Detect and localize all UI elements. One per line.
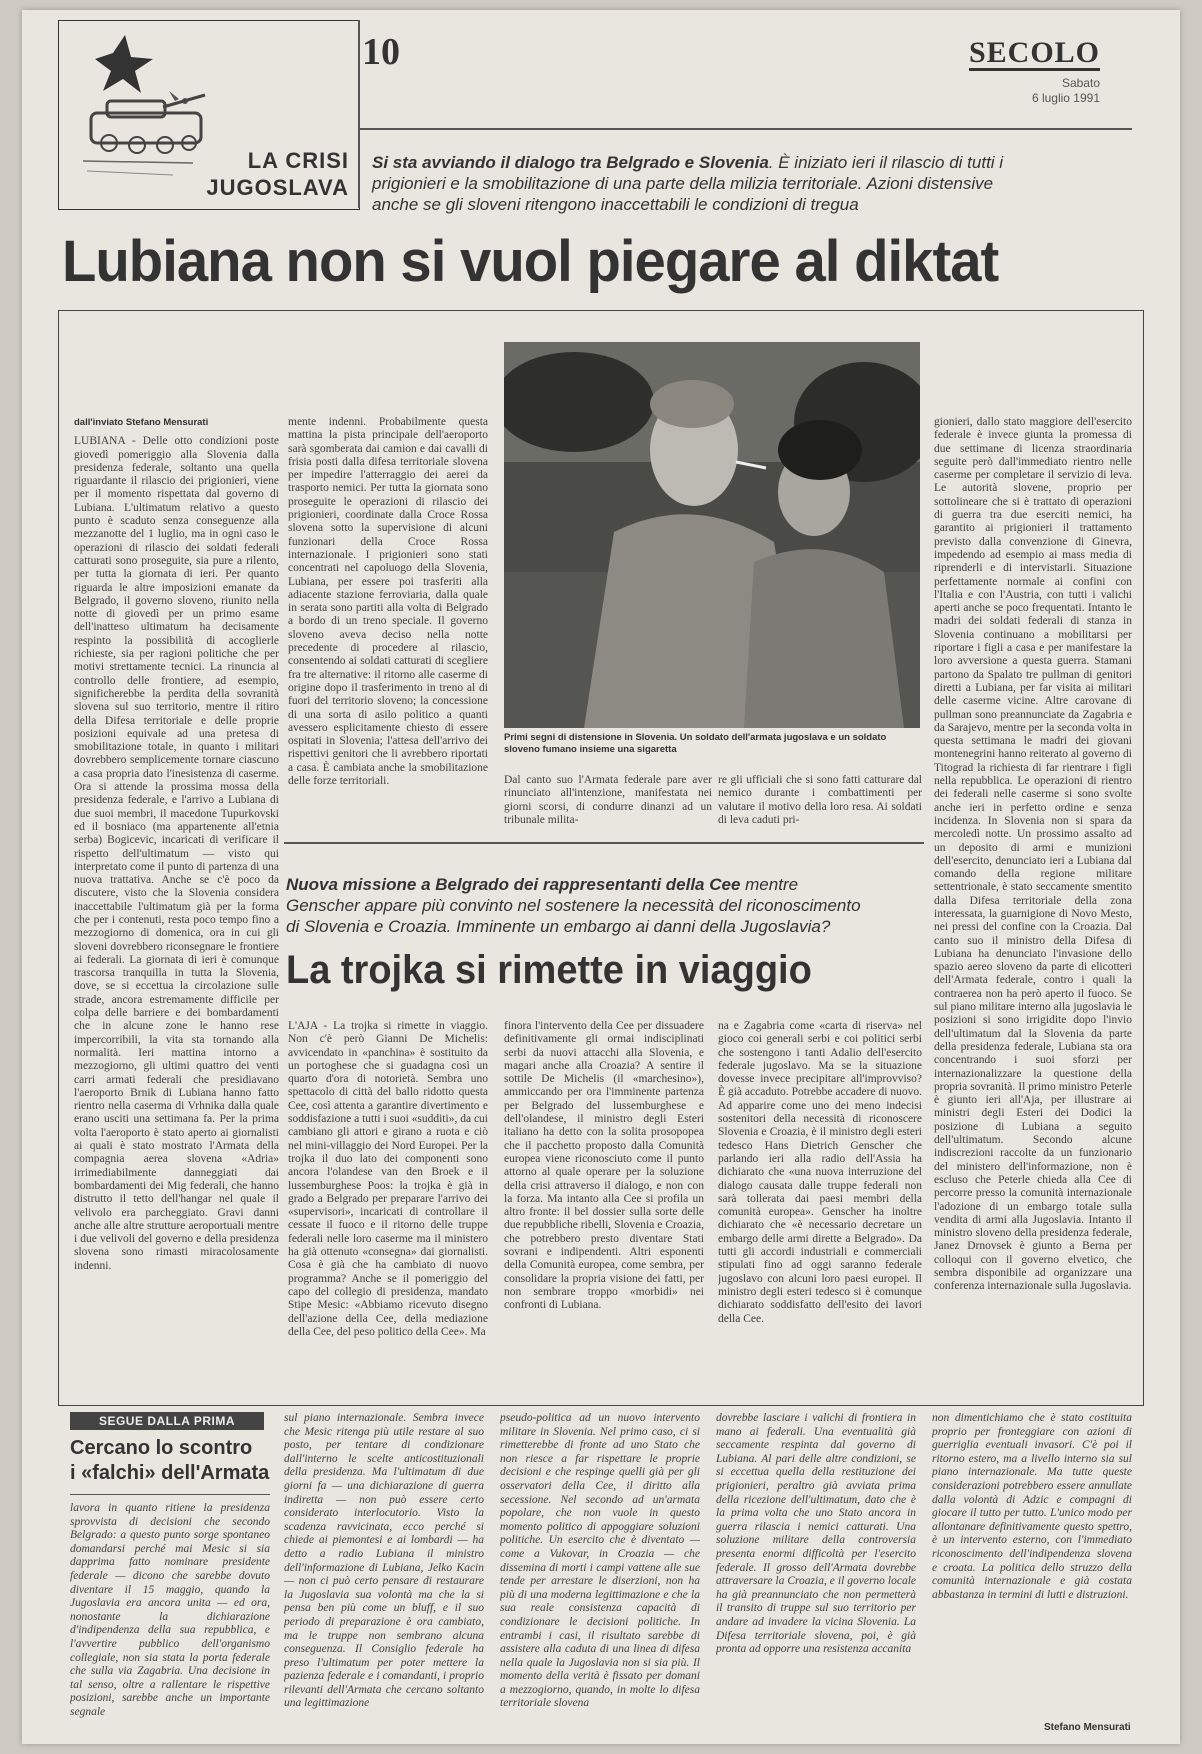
page-number: 10 <box>362 31 400 73</box>
main-story-col2: mente indenni. Probabilmente questa mattina la pista principale dell'aeroporto sarà sgomberata dai camion e dai cavalli di frisia posti dalla difesa territoriale slovena per impedire l'atterraggio dei aerei da trasporto nemici. Per tutta la giornata sono proseguite le operazioni di rilascio dei prigionieri, coordinate dalla Croce Rossa slovena sotto la supervisione di alcuni funzionari della Croce Rossa internazionale. I prigionieri sono stati concentrati nel capoluogo della Slovenia, Lubiana, per essere poi trasferiti alla adiacente stazione ferroviaria, dalla quale in serata sono partiti alla volta di Belgrado a bordo di un treno speciale. Il governo sloveno aveva deciso nella notte precedente di procedere al rilascio, consentendo ai soldati catturati di scegliere fra tre alternative: il ritorno alle caserme di origine dopo il trasferimento in treno al di fuori del territorio sloveno; la concessione di una sorta di asilo politico a quanti avessero esplicitamente chiesto di essere ospitati in Slovenia; l'attesa dell'arrivo dei rispettivi genitori che li avrebbero riportati a casa. È cambiata anche la smobilitazione delle forze territoriali. <box>288 416 488 788</box>
main-story-col1 <box>74 416 279 1396</box>
divider <box>70 1494 270 1495</box>
sidebar-title-line2: i «falchi» dell'Armata <box>70 1462 270 1484</box>
main-deck <box>372 152 1012 215</box>
second-story-col3: na e Zagabria come «carta di riserva» nel gioco coi generali serbi e coi politici serbi che sostengono i tanti Adalio dell'esercito federale jugoslavo. Ma se la situazione dovesse invece precipitare all'improvviso? È già accaduto. Potrebbe accadere di nuovo. Ad apparire come uno dei meno indecisi sostenitori della necessità di riconoscere Slovenia e Croazia, è il ministro degli esteri tedesco Hans Dietrich Genscher che parlando ieri alla radio dell'Assia ha dichiarato che «una nuova interruzione del dialogo causata dalle truppe federali non sarà tollerata dai paesi membri della comunità europea». Genscher ha inoltre dichiarato che «è necessario decretare un embargo delle armi dirette a Belgrado». Da tutti gli accordi industriali e commerciali stipulati fino ad oggi saranno federale jugoslavo con alcuni loro paesi europei. Il ministro degli esteri tedesco si è comunque dichiarato soddisfatto dell'esito dei lavori della Cee. <box>718 1020 922 1325</box>
section-title-line2: JUGOSLAVA <box>206 175 349 200</box>
main-headline: Lubiana non si vuol piegare al diktat <box>62 229 999 294</box>
second-deck <box>286 874 876 937</box>
deck-text: . È iniziato ieri il rilascio di tutti i prigionieri e la smobilitazione di una parte della milizia territoriale. Azioni distensive anche se gli sloveni ritengono inaccettabili le condizioni di tregua <box>372 153 1004 214</box>
segue-label: SEGUE DALLA PRIMA <box>70 1412 264 1430</box>
section-title-line1: LA CRISI <box>247 148 349 173</box>
newspaper-page <box>22 10 1180 1744</box>
second-story-col1: L'AJA - La trojka si rimette in viaggio. Non c'è però Gianni De Michelis: avvicendato in «panchina» è sostituito da un portoghese che si guadagna così un quarto d'ora di notorietà. Sembra uno spettacolo di città del ballo ridotto questa Cee, così attenta a garantire divertimento e soddisfazione a tutti i suoi «sudditi», da cui cambiano gli attori e girano a ruota e ciò nel mini-villaggio dei Nord Europei. Per la trojka il duo lato dei componenti sono ancora l'olandese van den Broek e il lussemburghese Poos: la trojka è già in grado a Belgrado per preparare l'arrivo dei «supervisori», incaricati di controllare il cessate il fuoco e il ritorno delle truppe federali nelle loro caserme ma il ministero ha già ottenuto «consegna» dai giornalisti. Cosa è già che ha cambiato di nuovo programma? Anche se il pomeriggio del capo del collegio di presidenza, mandato Stipe Mesic: «Abbiamo ricevuto disegno dell'azione della Cee, della mediazione della Cee, del peso politico della Cee». Ma <box>288 1020 488 1338</box>
main-story-col3a: Dal canto suo l'Armata federale pare aver rinunciato all'intenzione, manifestata nei giorni scorsi, di condurre dinanzi ad un tribunale milita- <box>504 774 712 826</box>
divider <box>284 842 924 844</box>
deck-bold: Nuova missione a Belgrado dei rappresentanti della Cee <box>286 875 741 894</box>
dateline-day: Sabato <box>1061 76 1100 90</box>
sidebar-col5: non dimentichiamo che è stato costituita proprio per fronteggiare con azioni di guerriglia eventuali invasori. C'è poi il ritorno estero, ma a livello interno sia sul piano internazionale. Ma tutte queste considerazioni potrebbero essere annullate dalla volontà di Adzic e compagni di giocare il tutto per tutto. L'unico modo per allontanare definitivamente questo spettro, è un intervento esterno, con l'immediato riconoscimento dell'indipendenza slovena e croata. La politica dello struzzo della comunità internazionale e già costata abbastanza in termini di lutti e distruzioni. <box>932 1412 1132 1601</box>
deck-bold: Si sta avviando il dialogo tra Belgrado e Slovenia <box>372 153 769 172</box>
sidebar-signature: Stefano Mensurati <box>1044 1722 1131 1733</box>
sidebar-col4: dovrebbe lasciare i valichi di frontiera in mano ai federali. Una eventualità già seccamente respinta dal governo di Lubiana. Al pari delle altre condizioni, se si eccettua quella della restituzione dei prigionieri, peraltro già avviata prima della ricezione dell'ultimatum, dato che è la prima volta che uno Stato ancora in guerra rilascia i nemici catturati. Una soluzione militare della controversia presenta enormi difficoltà per l'esercito federale. Il grosso dell'Armata dovrebbe attraversare la Croazia, e il governo locale ha già preannunciato che non permetterà il transito di truppe sul suo territorio per andare ad invadere la vicina Slovenia. La Difesa territoriale slovena, poi, è già pronta ad opporre una resistenza accanita <box>716 1412 916 1656</box>
main-story-col4: gionieri, dallo stato maggiore dell'esercito federale è invece giunta la promessa di due settimane di licenza straordinaria seguite però dall'immediato rientro nelle caserme per completare il servizio di leva. Le autorità slovene, proprio per sottolineare che si è trattato di operazioni di guerra tra due eserciti nemici, ha garantito ai prigionieri il trattamento previsto dalla convenzione di Ginevra, impedendo ad esempio ai mass media di riprenderli e di intervistarli. Situazione perfettamente normale ai confini con l'Italia e con l'Austria, con tutti i valichi aperti anche se poco frequentati. Intanto le madri dei soldati federali di stanza in Slovenia continuano a mobilitarsi per riportare i figli a casa e per manifestare la loro avversione a questa guerra. Stamani partono da Spalato tre pullman di genitori diretti a Lubiana, per far visita ai militari delle caserme vicine. Altre carovane di pullman sono preannunciate da Zagabria e da Sarajevo, mentre per la seconda volta in questa settimana le madri dei giovani montenegrini hanno reiterato al governo di Titograd la richiesta di far rientrare i figli nella repubblica. Le operazioni di rientro dei federali nelle caserme si sono svolte anche ieri in perfetto ordine e senza incidenza. In Slovenia non si spara da mercoledì notte. Un prossimo assalto ad un deposito di armi e munizioni dell'esercito, denunciato ieri a Lubiana dal comando della regione militare settentrionale, è stato seccamente smentito dalla Difesa territoriale della zona interessata, la guarnigione di Novo Mesto, nei pressi del confine con la Croazia. Dal canto suo il ministro della Difesa di Lubiana ha denunciato l'invasione dello spazio aereo sloveno da parte di elicotteri dell'Armata federale, contro i quali la contraerea non ha però aperto il fuoco. Se sul piano militare interno alla jugoslavia le posizioni si sono irrigidite dopo l'invio dell'ultimatum dal la Slovenia da parte della presidenza federale, Lubiana sta ora concentrando i suoi sforzi per internazionalizzare la questione della propria sovranità. Il primo ministro Peterle è giunto ieri all'Aja, per illustrare ai ministri degli Esteri dei Dodici la posizione di Lubiana a seguito dell'ultimatum. Secondo alcune indiscrezioni raccolte da un funzionario del ministero dell'informazione, non è escluso che Peterle chieda alla Cee di percorre presso la comunità internazionale l'adozione di un embargo totale sulla vendita di armi alla Jugoslavia. Intanto il ministro sloveno della presidenza federale, Janez Drnovsek è giunto a Berna per colloqui con il governo elvetico, che sembra disponibile ad organizzare una conferenza internazionale sulla Jugoslavia. <box>934 416 1132 1293</box>
soldiers-photo <box>504 342 920 728</box>
second-headline: La trojka si rimette in viaggio <box>286 948 812 992</box>
sidebar-col2: sul piano internazionale. Sembra invece che Mesic ritenga più utile restare al suo posto, per tentare di condizionare dall'interno le scelte anticostituzionali della presidenza. Ma l'ultimatum di due giorni fa — una dichiarazione di guerra indiretta — non può essere certo considerato interlocutorio. Visto la scadenza ravvicinata, ecco perché si chiede ai piemontesi e ai lombardi — ha detto a radio Lubiana il ministro dell'informazione di Lubiana, Jelko Kacin — non ci può certo pensare di restaurare la Jugoslavia sua volontà ma che la si pensa ben più come un bluff, e il suo periodo di preparazione è ora cambiato, ma le truppe non sembrano alcuna conseguenza. Il Consiglio federale ha preso l'ultimatum per poter mettere la pazienza federale e i comandanti, i proprio rilevanti dell'Armata che cercano soltanto una legittimazione <box>284 1412 484 1710</box>
dateline <box>1032 76 1100 106</box>
byline: dall'inviato Stefano Mensurati <box>74 417 209 428</box>
article-text: LUBIANA - Delle otto condizioni poste giovedì pomeriggio alla Slovenia dalla presidenza federale, soltanto una quella riguardante il rilascio dei prigionieri, viene per il momento rispettata dal governo di Lubiana. L'ultimatum relativo a questo punto è scaduto senza conseguenze alla mezzanotte del 1 luglio, ma in ogni caso le operazioni di rilascio dei soldati federali catturati sono proseguite, sia pure a rilento, per tutta la giornata di ieri. Per quanto riguarda le altre imposizioni emanate da Belgrado, il governo sloveno, riunito nella notte di giovedì per un primo esame dell'inatteso ultimatum ha decisamente respinto la possibilità di accoglierle richieste, sia per ragioni politiche che per motivi strettamente tecnici. La rinuncia al controllo delle frontiere, ad esempio, significherebbe la perdita della sovranità slovena sul suo territorio, mentre il ritiro della Difesa territoriale e delle proprie posizioni equivale ad una pretesa di smobilitazione totale, in quanto i militari dovrebbero semplicemente tornare ciascuno a casa propria dato l'inesistenza di caserme. Ora si attende la prossima mossa della presidenza federale, e l'arrivo a Lubiana di due suoi membri, il macedone Tupurkovski ed il bosniaco (ma appartenente all'etnia serba) Bogicevic, incaricati di verificare il rispetto dell'ultimatum — visto qui interpretato come il punto di partenza di una nuova trattativa. Anche se c'è poco da discutere, visto che la Slovenia considera inaccettabile l'ultimatum già per la forma che per i contenuti, resta poco tempo fino a mezzogiorno di domenica, ora in cui gli sloveni dovrebbero riconsegnare le frontiere ai federali. La giornata di ieri è comunque trascorsa tranquilla in tutta la Slovenia, dove, se si eccettua la circolazione sulle strade, ancora estremamente difficile per colpa delle barriere e dei bombardamenti che in alcune zone le hanno rese impercorribili, la vita sta tornando alla normalità. Ieri mattina intorno a mezzogiorno, gli ultimi quattro dei venti carri armati federali che presidiavano l'aeroporto Brnik di Lubiana hanno fatto rientro nella caserma di Vrhnika dalla quale erano usciti una settimana fa. Per la prima volta l'aeroporto è stato aperto ai giornalisti ai quali è stato mostrato l'Armata della compagnia aerea slovena «Adria» irrimediabilmente danneggiati dai bombardamenti dei Mig federali, che hanno distrutto il tetto dell'hangar nel quale il velivolo era parcheggiato. Gravi danni anche alle altre strutture aeroportuali mentre i due velivoli del governo e della presidenza slovena sono rimasti miracolosamente indenni. <box>74 435 279 1272</box>
second-story-col2: finora l'intervento della Cee per dissuadere definitivamente gli ormai indisciplinati serbi da nuovi attacchi alla Slovenia, e magari anche alla Croazia? A sentire il sottile De Michelis (il «marchesino»), ammiccando per ora l'imminente partenza per Belgrado del lussemburghese e dell'olandese, il ministro degli Esteri italiano ha detto con la solita prosopopea che il pacchetto proposto dalla Comunità europea viene riconosciuto come il punto attorno al quale operare per la soluzione della crisi attraverso il dialogo, e non con la forza. Ma intanto alla Cee si profila un altro fronte: il bel dossier sulla sorte delle due repubbliche ribelli, Slovenia e Croazia, che potrebbero presto diventare Stati sovrani e indipendenti. Altri esponenti della Comunità europea, come sembra, per consolidare la propria visione dei fatti, per non sembrare troppo «morbidi» nei confronti di Lubiana. <box>504 1020 704 1312</box>
divider <box>358 128 1132 130</box>
masthead: SECOLO <box>968 36 1100 69</box>
section-title <box>206 147 349 201</box>
sidebar-col3: pseudo-politica ad un nuovo intervento militare in Slovenia. Nel primo caso, ci si rimetterebbe di fronte ad uno Stato che non riesce a far rispettare le proprie decisioni e che respinge quelli già per gli osservatori della Cee, il diritto alla secessione. Nel secondo ad un'armata popolare, che non vuole in questo momento politico di appoggiare soluzioni politiche. Un esercito che è diventato — come a Vukovar, in Croazia — che dissemina di morti i campi vattene alle sue tende per arrestare le diserzioni, non ha più di una moderna legittimazione e che la sua reale consistenza capacità di condizionare le decisioni politiche. In entrambi i casi, il risultato sarebbe di assistere alla caduta di una linea di difesa nella quale la Jugoslavia non si sia più. Il momento della verità è fissato per domani a mezzogiorno, quando, in molte lo difesa territoriale slovena <box>500 1412 700 1710</box>
tank-illustration-icon <box>73 31 223 181</box>
sidebar-title-line1: Cercano lo scontro <box>70 1437 253 1459</box>
main-story-col3b: re gli ufficiali che si sono fatti catturare dal nemico durante i combattimenti per valutare il motivo della loro resa. Ai soldati di leva caduti pri- <box>718 774 922 826</box>
photo-caption: Primi segni di distensione in Slovenia. Un soldato dell'armata jugoslava e un soldato sloveno fumano insieme una sigaretta <box>504 732 887 755</box>
dateline-date: 6 luglio 1991 <box>1031 91 1100 105</box>
section-logo-box <box>58 20 360 210</box>
sidebar-title <box>70 1436 270 1486</box>
news-photo <box>504 342 920 728</box>
divider <box>358 20 360 208</box>
deck-text: mentre Genscher appare più convinto nel sostenere la necessità del riconoscimento di Slovenia e Croazia. Imminente un embargo ai danni della Jugoslavia? <box>286 875 861 936</box>
sidebar-col1: lavora in quanto ritiene la presidenza sprovvista di decisioni che secondo Belgrado: a questo punto sorge spontaneo domandarsi perché mai Mesic si sia dapprima fatto nominare presidente federale — dicono che sarebbe dovuto diventare il 15 maggio, quando la Jugoslavia era ancora unita — ed ora, nonostante la dichiarazione d'indipendenza della sua repubblica, e l'avvertire pubblico dell'organismo collegiale, non sia stata la porta federale che sulla via Zagabria. Una decisione in tal senso, oltre a rallentare le rispettive posizioni, sarebbe anche un importante segnale <box>70 1502 270 1718</box>
